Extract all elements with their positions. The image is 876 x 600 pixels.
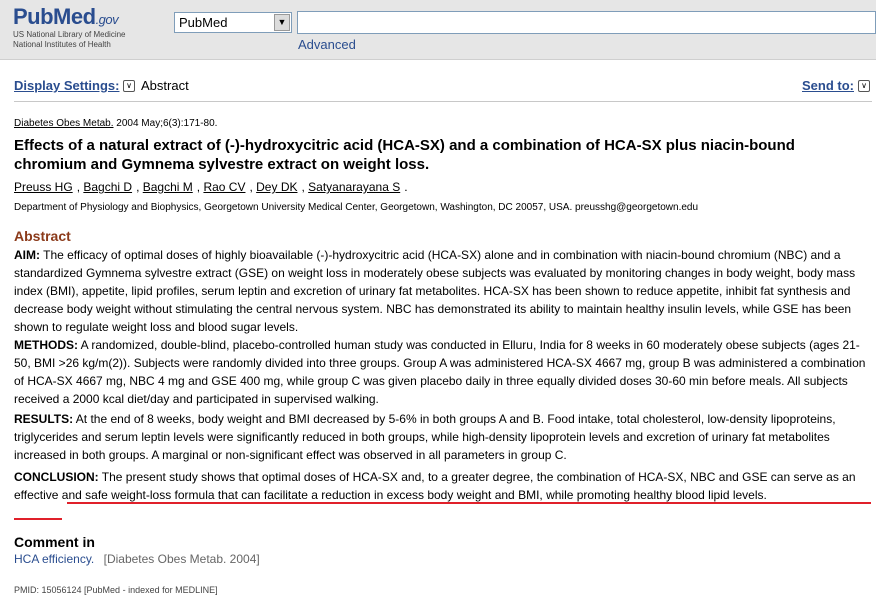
pubmed-logo[interactable] [13, 4, 126, 50]
journal-link[interactable]: Diabetes Obes Metab. [14, 118, 114, 129]
author-list: Preuss HG , Bagchi D , Bagchi M , Rao CV , Dey DK , Satyanarayana S . [14, 180, 408, 194]
divider [14, 101, 872, 102]
display-settings-link[interactable]: Display Settings: [14, 78, 120, 93]
send-to-link[interactable]: Send to: [802, 78, 854, 93]
affiliation: Department of Physiology and Biophysics, Georgetown University Medical Center, Georgetown, Washington, DC 20057, USA. preusshg@georgetown.edu [14, 202, 699, 213]
abstract-methods [14, 336, 876, 408]
header [0, 0, 876, 60]
display-bar [14, 78, 872, 98]
aim-label: AIM: [14, 248, 40, 262]
citation [14, 118, 217, 129]
highlight-underline [14, 518, 62, 520]
chevron-down-icon[interactable]: ∨ [123, 80, 135, 92]
author-link[interactable]: Bagchi M [142, 180, 193, 194]
aim-text: The efficacy of optimal doses of highly bioavailable (-)-hydroxycitric acid (HCA-SX) alone and in combination with niacin-bound chromium (NBC) and a standardized Gymnema sylvestre extract (GSE) on weight loss in moderately obese subjects was evaluated by monitoring changes in body weight, body mass index (BMI), appetite, lipid profiles, serum leptin and excretion of urinary fat metabolites. HCA-SX has been shown to reduce appetite, inhibit fat synthesis and decrease body weight without stimulating the central nervous system. NBC has demonstrated its ability to maintain healthy insulin levels, while GSE has been shown to regulate weight loss and blood sugar levels. [14, 248, 856, 334]
results-label: RESULTS: [14, 412, 74, 426]
comment-heading: Comment in [14, 534, 95, 550]
chevron-down-icon[interactable]: ∨ [858, 80, 870, 92]
logo-suffix: .gov [95, 12, 119, 27]
author-link[interactable]: Satyanarayana S [308, 180, 401, 194]
author-link[interactable]: Dey DK [256, 180, 298, 194]
author-link[interactable]: Rao CV [203, 180, 246, 194]
database-select[interactable] [174, 12, 292, 33]
abstract-heading: Abstract [14, 228, 71, 244]
methods-label: METHODS: [14, 338, 78, 352]
methods-text: A randomized, double-blind, placebo-controlled human study was conducted in Elluru, India for 8 weeks in 60 moderately obese subjects (ages 21-50, BMI >26 kg/m(2)). Subjects were randomly divided into three groups. Group A was administered HCA-SX 4667 mg, group B was administered a combination of HCA-SX 4667 mg, NBC 4 mg and GSE 400 mg, while group C was given placebo daily in three equally divided doses 30-60 min before meals. All subjects received a 2000 kcal diet/day and participated in supervised walking. [14, 338, 866, 406]
results-text: At the end of 8 weeks, body weight and BMI decreased by 5-6% in both groups A and B. Food intake, total cholesterol, low-density lipoproteins, triglycerides and serum leptin levels were significantly reduced in both groups, while high-density lipoprotein levels and excretion of urinary fat metabolites increased in both groups. A marginal or non-significant effect was observed in all parameters in group C. [14, 412, 836, 462]
abstract-results [14, 410, 876, 464]
comment-entry [14, 552, 260, 566]
highlight-underline [67, 502, 871, 504]
abstract-aim [14, 246, 876, 336]
citation-details: 2004 May;6(3):171-80. [116, 118, 218, 129]
author-link[interactable]: Bagchi D [83, 180, 133, 194]
logo-text: PubMed [13, 4, 96, 29]
display-format-value: Abstract [141, 78, 189, 93]
comment-source: [Diabetes Obes Metab. 2004] [103, 552, 260, 566]
chevron-down-icon[interactable]: ▼ [274, 14, 290, 31]
conclusion-text: The present study shows that optimal doses of HCA-SX and, to a greater degree, the combination of HCA-SX, NBC and GSE can serve as an effective and safe weight-loss formula that can facilitate a reduction in excess body weight and BMI, while promoting healthy blood lipid levels. [14, 470, 856, 502]
conclusion-label: CONCLUSION: [14, 470, 99, 484]
abstract-conclusion [14, 468, 876, 504]
logo-line-2: National Institutes of Health [13, 40, 111, 49]
database-value: PubMed [179, 15, 228, 30]
advanced-search-link[interactable]: Advanced [298, 37, 356, 52]
logo-line-1: US National Library of Medicine [13, 30, 126, 39]
comment-link[interactable]: HCA efficiency. [14, 552, 95, 566]
author-link[interactable]: Preuss HG [14, 180, 73, 194]
pmid-line: PMID: 15056124 [PubMed - indexed for MEDLINE] [14, 585, 218, 595]
article-title: Effects of a natural extract of (-)-hydroxycitric acid (HCA-SX) and a combination of HCA-SX plus niacin-bound chromium and Gymnema sylvestre extract on weight loss. [14, 137, 795, 173]
search-input[interactable] [297, 11, 876, 34]
